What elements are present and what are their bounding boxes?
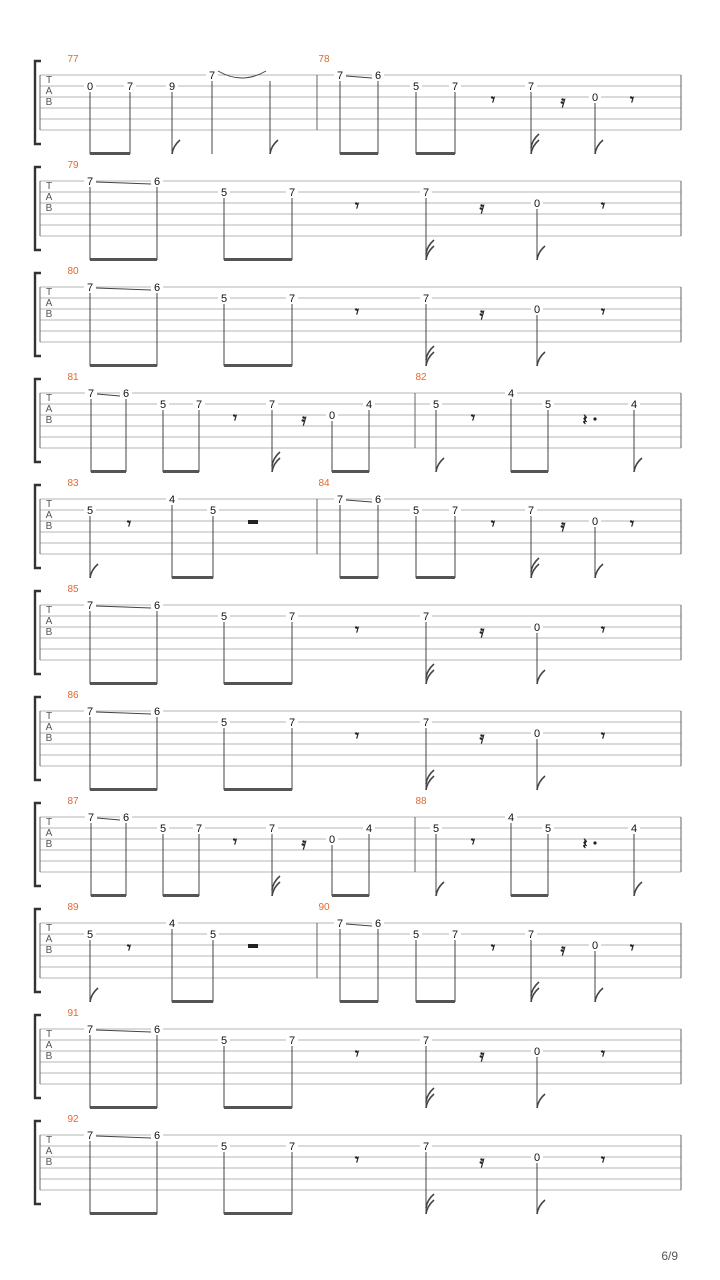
note-beam	[90, 258, 157, 261]
fret-number: 7	[288, 717, 296, 729]
tab-clef-letter: A	[45, 934, 53, 945]
fret-number: 7	[288, 187, 296, 199]
tab-clef-letter: T	[45, 499, 53, 510]
slide-line	[96, 182, 151, 184]
tab-clef-letter: B	[45, 97, 53, 108]
fret-number: 7	[86, 1024, 94, 1036]
fret-number: 7	[336, 70, 344, 82]
fret-number: 5	[432, 399, 440, 411]
fret-number: 7	[288, 1141, 296, 1153]
sixteenth-rest-icon: 𝄿	[560, 94, 566, 111]
fret-number: 6	[374, 918, 382, 930]
note-flag-icon	[595, 564, 603, 578]
eighth-rest-icon: 𝄾	[232, 410, 238, 427]
fret-number: 7	[195, 399, 203, 411]
dot-icon	[593, 841, 596, 844]
fret-number: 7	[87, 812, 95, 824]
fret-number: 5	[220, 1035, 228, 1047]
note-beam	[340, 1000, 378, 1003]
fret-number: 7	[86, 706, 94, 718]
note-beam	[90, 364, 157, 367]
eighth-rest-icon: 𝄾	[600, 728, 606, 745]
fret-number: 7	[451, 505, 459, 517]
eighth-rest-icon: 𝄾	[470, 834, 476, 851]
bar-number: 83	[67, 478, 79, 489]
fret-number: 7	[451, 929, 459, 941]
fret-number: 7	[422, 611, 430, 623]
tab-clef-letter: A	[45, 616, 53, 627]
tab-clef-letter: B	[45, 945, 53, 956]
tab-system	[35, 1114, 681, 1215]
bar-number: 91	[67, 1008, 79, 1019]
tab-system	[35, 796, 681, 897]
tab-clef-letter: A	[45, 298, 53, 309]
bar-number: 90	[318, 902, 330, 913]
eighth-rest-icon: 𝄾	[232, 834, 238, 851]
fret-number: 6	[374, 494, 382, 506]
fret-number: 7	[527, 505, 535, 517]
fret-number: 4	[507, 812, 515, 824]
tab-clef-letter: B	[45, 627, 53, 638]
fret-number: 7	[268, 823, 276, 835]
fret-number: 0	[86, 81, 94, 93]
note-flag-icon	[595, 988, 603, 1002]
fret-number: 5	[209, 929, 217, 941]
fret-number: 5	[220, 611, 228, 623]
note-beam	[340, 576, 378, 579]
note-flag-icon	[595, 140, 603, 154]
note-flag-icon	[90, 988, 98, 1002]
slide-line	[346, 76, 372, 78]
tab-clef-letter: B	[45, 1157, 53, 1168]
sixteenth-rest-icon: 𝄿	[560, 942, 566, 959]
slide-line	[346, 500, 372, 502]
fret-number: 5	[220, 717, 228, 729]
eighth-rest-icon: 𝄾	[600, 304, 606, 321]
note-beam	[90, 1212, 157, 1215]
fret-number: 7	[87, 388, 95, 400]
note-beam	[91, 894, 126, 897]
tab-clef-letter: A	[45, 722, 53, 733]
fret-number: 6	[122, 812, 130, 824]
note-beam	[163, 470, 199, 473]
bar-number: 77	[67, 54, 79, 65]
note-beam	[224, 364, 292, 367]
fret-number: 7	[288, 293, 296, 305]
fret-number: 5	[432, 823, 440, 835]
fret-number: 7	[288, 1035, 296, 1047]
fret-number: 0	[533, 622, 541, 634]
eighth-rest-icon: 𝄾	[600, 1152, 606, 1169]
eighth-rest-icon: 𝄾	[629, 92, 635, 109]
bar-number: 79	[67, 160, 79, 171]
fret-number: 4	[365, 823, 373, 835]
fret-number: 0	[533, 304, 541, 316]
bar-number: 84	[318, 478, 330, 489]
note-flag-icon	[172, 140, 180, 154]
fret-number: 6	[153, 176, 161, 188]
tab-clef-letter: A	[45, 1146, 53, 1157]
bar-number: 81	[67, 372, 79, 383]
tab-clef-letter: T	[45, 287, 53, 298]
half-rest-icon	[248, 520, 258, 524]
note-beam	[224, 258, 292, 261]
fret-number: 0	[591, 516, 599, 528]
eighth-rest-icon: 𝄾	[470, 410, 476, 427]
note-flag-icon	[537, 246, 545, 260]
tab-system	[35, 160, 681, 261]
note-flag-icon	[634, 882, 642, 896]
dot-icon	[593, 417, 596, 420]
bar-number: 89	[67, 902, 79, 913]
sixteenth-rest-icon: 𝄿	[560, 518, 566, 535]
note-flag-icon	[537, 352, 545, 366]
eighth-rest-icon: 𝄾	[354, 304, 360, 321]
fret-number: 7	[268, 399, 276, 411]
tab-system	[35, 478, 681, 579]
tab-clef-letter: B	[45, 309, 53, 320]
eighth-rest-icon: 𝄾	[490, 92, 496, 109]
tab-system	[35, 1008, 681, 1109]
fret-number: 7	[422, 293, 430, 305]
fret-number: 5	[159, 399, 167, 411]
fret-number: 5	[220, 293, 228, 305]
tab-clef-letter: A	[45, 86, 53, 97]
tab-clef-letter: A	[45, 192, 53, 203]
slide-line	[96, 712, 151, 714]
sixteenth-rest-icon: 𝄿	[479, 1048, 485, 1065]
note-beam	[511, 470, 548, 473]
note-beam	[172, 1000, 213, 1003]
tab-clef-letter: A	[45, 510, 53, 521]
half-rest-icon	[248, 944, 258, 948]
note-beam	[416, 152, 455, 155]
fret-number: 0	[533, 1046, 541, 1058]
sixteenth-rest-icon: 𝄿	[479, 306, 485, 323]
note-beam	[224, 1212, 292, 1215]
slide-line	[96, 288, 151, 290]
fret-number: 6	[153, 600, 161, 612]
fret-number: 7	[288, 611, 296, 623]
note-beam	[90, 152, 130, 155]
fret-number: 4	[168, 494, 176, 506]
slide-line	[96, 1136, 151, 1138]
eighth-rest-icon: 𝄾	[629, 940, 635, 957]
fret-number: 5	[159, 823, 167, 835]
fret-number: 5	[412, 81, 420, 93]
fret-number: 0	[533, 1152, 541, 1164]
tab-clef-letter: A	[45, 828, 53, 839]
fret-number: 7	[527, 81, 535, 93]
note-beam	[172, 576, 213, 579]
bar-number: 86	[67, 690, 79, 701]
fret-number: 0	[533, 198, 541, 210]
tab-system	[35, 584, 681, 685]
tab-clef-letter: T	[45, 393, 53, 404]
quarter-rest-icon: 𝄽	[582, 836, 588, 853]
bar-number: 85	[67, 584, 79, 595]
fret-number: 5	[220, 187, 228, 199]
fret-number: 7	[126, 81, 134, 93]
note-beam	[416, 576, 455, 579]
tab-system	[35, 690, 681, 791]
tab-system	[35, 372, 681, 473]
note-flag-icon	[537, 776, 545, 790]
fret-number: 0	[328, 834, 336, 846]
fret-number: 5	[86, 505, 94, 517]
eighth-rest-icon: 𝄾	[490, 516, 496, 533]
eighth-rest-icon: 𝄾	[354, 622, 360, 639]
fret-number: 7	[86, 176, 94, 188]
tab-clef-letter: T	[45, 1135, 53, 1146]
fret-number: 6	[374, 70, 382, 82]
fret-number: 0	[591, 940, 599, 952]
note-flag-icon	[436, 882, 444, 896]
note-beam	[224, 788, 292, 791]
fret-number: 7	[208, 70, 216, 82]
fret-number: 4	[630, 399, 638, 411]
fret-number: 7	[422, 1035, 430, 1047]
sixteenth-rest-icon: 𝄿	[479, 200, 485, 217]
eighth-rest-icon: 𝄾	[600, 1046, 606, 1063]
tab-clef-letter: T	[45, 711, 53, 722]
slide-line	[346, 924, 372, 926]
fret-number: 4	[507, 388, 515, 400]
fret-number: 5	[412, 929, 420, 941]
tab-clef-letter: T	[45, 1029, 53, 1040]
tab-system	[35, 266, 681, 367]
fret-number: 4	[168, 918, 176, 930]
tab-clef-letter: T	[45, 605, 53, 616]
note-flag-icon	[537, 670, 545, 684]
fret-number: 5	[86, 929, 94, 941]
tab-clef-letter: B	[45, 521, 53, 532]
note-beam	[90, 788, 157, 791]
tab-clef-letter: B	[45, 733, 53, 744]
fret-number: 5	[209, 505, 217, 517]
note-beam	[224, 1106, 292, 1109]
eighth-rest-icon: 𝄾	[600, 198, 606, 215]
bar-number: 82	[415, 372, 427, 383]
fret-number: 0	[328, 410, 336, 422]
note-flag-icon	[537, 1200, 545, 1214]
sixteenth-rest-icon: 𝄿	[301, 836, 307, 853]
fret-number: 7	[86, 1130, 94, 1142]
eighth-rest-icon: 𝄾	[354, 728, 360, 745]
fret-number: 7	[86, 282, 94, 294]
tab-clef-letter: T	[45, 817, 53, 828]
tab-clef-letter: T	[45, 75, 53, 86]
note-beam	[511, 894, 548, 897]
fret-number: 7	[422, 1141, 430, 1153]
fret-number: 5	[220, 1141, 228, 1153]
slide-line	[96, 1030, 151, 1032]
slide-line	[96, 606, 151, 608]
fret-number: 6	[153, 1024, 161, 1036]
fret-number: 7	[527, 929, 535, 941]
note-beam	[340, 152, 378, 155]
bar-number: 78	[318, 54, 330, 65]
tab-system	[35, 902, 681, 1003]
sixteenth-rest-icon: 𝄿	[301, 412, 307, 429]
note-beam	[91, 470, 126, 473]
note-beam	[332, 470, 369, 473]
note-beam	[163, 894, 199, 897]
fret-number: 5	[544, 399, 552, 411]
sixteenth-rest-icon: 𝄿	[479, 1154, 485, 1171]
note-beam	[224, 682, 292, 685]
fret-number: 7	[195, 823, 203, 835]
fret-number: 0	[591, 92, 599, 104]
note-beam	[90, 682, 157, 685]
fret-number: 7	[336, 494, 344, 506]
fret-number: 5	[412, 505, 420, 517]
sixteenth-rest-icon: 𝄿	[479, 730, 485, 747]
eighth-rest-icon: 𝄾	[126, 940, 132, 957]
sixteenth-rest-icon: 𝄿	[479, 624, 485, 641]
tab-clef-letter: B	[45, 203, 53, 214]
fret-number: 5	[544, 823, 552, 835]
eighth-rest-icon: 𝄾	[354, 1046, 360, 1063]
tab-clef-letter: A	[45, 1040, 53, 1051]
fret-number: 6	[153, 282, 161, 294]
fret-number: 4	[365, 399, 373, 411]
eighth-rest-icon: 𝄾	[629, 516, 635, 533]
eighth-rest-icon: 𝄾	[490, 940, 496, 957]
fret-number: 4	[630, 823, 638, 835]
note-beam	[332, 894, 369, 897]
eighth-rest-icon: 𝄾	[126, 516, 132, 533]
note-flag-icon	[270, 140, 278, 154]
note-beam	[416, 1000, 455, 1003]
fret-number: 7	[422, 187, 430, 199]
eighth-rest-icon: 𝄾	[600, 622, 606, 639]
bar-number: 92	[67, 1114, 79, 1125]
fret-number: 7	[336, 918, 344, 930]
eighth-rest-icon: 𝄾	[354, 1152, 360, 1169]
bar-number: 88	[415, 796, 427, 807]
page-number: 6/9	[661, 1249, 678, 1263]
quarter-rest-icon: 𝄽	[582, 412, 588, 429]
tab-clef-letter: B	[45, 415, 53, 426]
tab-system	[35, 54, 681, 155]
tab-clef-letter: T	[45, 923, 53, 934]
fret-number: 6	[153, 706, 161, 718]
tab-clef-letter: B	[45, 1051, 53, 1062]
eighth-rest-icon: 𝄾	[354, 198, 360, 215]
note-flag-icon	[90, 564, 98, 578]
note-flag-icon	[634, 458, 642, 472]
fret-number: 6	[122, 388, 130, 400]
slide-line	[97, 818, 120, 820]
fret-number: 6	[153, 1130, 161, 1142]
fret-number: 0	[533, 728, 541, 740]
fret-number: 7	[86, 600, 94, 612]
fret-number: 7	[451, 81, 459, 93]
fret-number: 9	[168, 81, 176, 93]
slide-line	[97, 394, 120, 396]
note-flag-icon	[436, 458, 444, 472]
tab-clef-letter: A	[45, 404, 53, 415]
tab-clef-letter: T	[45, 181, 53, 192]
fret-number: 7	[422, 717, 430, 729]
note-flag-icon	[537, 1094, 545, 1108]
tab-clef-letter: B	[45, 839, 53, 850]
bar-number: 87	[67, 796, 79, 807]
note-beam	[90, 1106, 157, 1109]
bar-number: 80	[67, 266, 79, 277]
